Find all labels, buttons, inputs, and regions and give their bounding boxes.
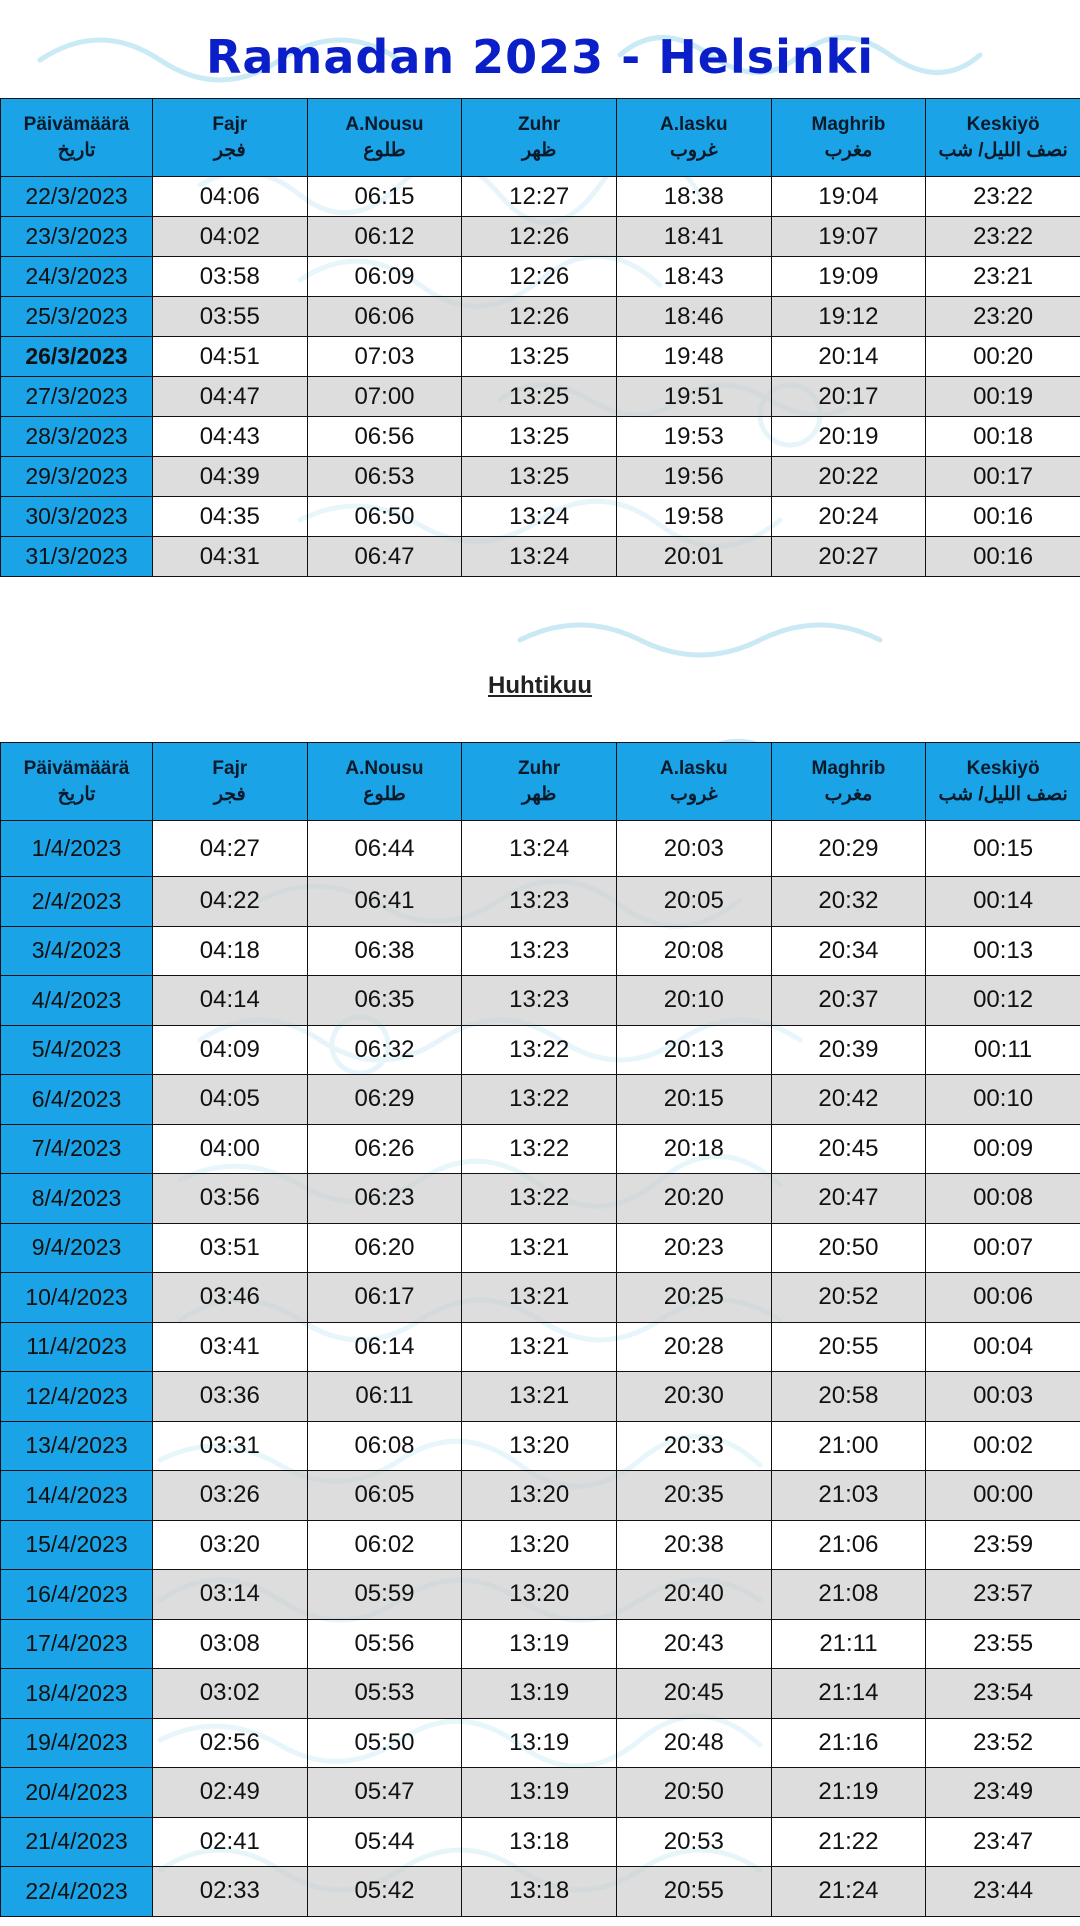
cell-sunrise: 06:41	[307, 877, 462, 927]
cell-zuhr: 13:19	[462, 1768, 617, 1818]
cell-fajr: 03:36	[153, 1372, 308, 1422]
cell-midnight: 00:07	[926, 1223, 1080, 1273]
cell-date: 15/4/2023	[1, 1520, 153, 1570]
cell-maghrib: 20:17	[771, 377, 926, 417]
cell-sunrise: 06:20	[307, 1223, 462, 1273]
cell-midnight: 23:44	[926, 1867, 1080, 1917]
cell-sunset: 20:20	[616, 1174, 771, 1224]
cell-fajr: 04:27	[153, 821, 308, 877]
april-timetable	[0, 742, 1080, 1917]
cell-sunrise: 05:42	[307, 1867, 462, 1917]
cell-midnight: 00:17	[926, 457, 1080, 497]
cell-sunset: 18:43	[616, 257, 771, 297]
cell-date: 9/4/2023	[1, 1223, 153, 1273]
cell-sunset: 19:58	[616, 497, 771, 537]
cell-date: 24/3/2023	[1, 257, 153, 297]
cell-sunset: 20:53	[616, 1817, 771, 1867]
cell-midnight: 23:47	[926, 1817, 1080, 1867]
table-row	[1, 1669, 1080, 1719]
cell-sunset: 20:33	[616, 1421, 771, 1471]
cell-midnight: 00:08	[926, 1174, 1080, 1224]
cell-sunset: 20:10	[616, 976, 771, 1026]
table-row	[1, 976, 1080, 1026]
cell-zuhr: 13:21	[462, 1223, 617, 1273]
cell-zuhr: 13:25	[462, 457, 617, 497]
cell-sunrise: 05:56	[307, 1619, 462, 1669]
cell-zuhr: 13:25	[462, 377, 617, 417]
header-sunset: A.lasku غروب	[616, 743, 771, 821]
cell-date: 16/4/2023	[1, 1570, 153, 1620]
cell-sunrise: 05:53	[307, 1669, 462, 1719]
cell-zuhr: 12:26	[462, 257, 617, 297]
header-row	[1, 743, 1080, 821]
cell-fajr: 03:20	[153, 1520, 308, 1570]
cell-sunset: 18:38	[616, 177, 771, 217]
cell-date: 28/3/2023	[1, 417, 153, 457]
cell-sunrise: 06:14	[307, 1322, 462, 1372]
cell-sunset: 20:30	[616, 1372, 771, 1422]
cell-maghrib: 21:24	[771, 1867, 926, 1917]
cell-sunset: 20:01	[616, 537, 771, 577]
header-fajr: Fajr فجر	[153, 99, 308, 177]
cell-maghrib: 20:19	[771, 417, 926, 457]
cell-zuhr: 13:22	[462, 1124, 617, 1174]
cell-fajr: 04:35	[153, 497, 308, 537]
cell-sunrise: 06:32	[307, 1025, 462, 1075]
header-sunrise: A.Nousu طلوع	[307, 743, 462, 821]
cell-sunrise: 05:50	[307, 1718, 462, 1768]
cell-maghrib: 19:07	[771, 217, 926, 257]
cell-zuhr: 13:20	[462, 1471, 617, 1521]
cell-maghrib: 21:00	[771, 1421, 926, 1471]
cell-sunset: 20:18	[616, 1124, 771, 1174]
cell-maghrib: 21:06	[771, 1520, 926, 1570]
table-row	[1, 1718, 1080, 1768]
cell-sunset: 19:53	[616, 417, 771, 457]
header-zuhr: Zuhr ظهر	[462, 743, 617, 821]
cell-date: 8/4/2023	[1, 1174, 153, 1224]
cell-date: 23/3/2023	[1, 217, 153, 257]
cell-sunset: 20:25	[616, 1273, 771, 1323]
cell-midnight: 23:52	[926, 1718, 1080, 1768]
table-row	[1, 1124, 1080, 1174]
cell-fajr: 03:56	[153, 1174, 308, 1224]
cell-sunrise: 06:47	[307, 537, 462, 577]
cell-maghrib: 20:22	[771, 457, 926, 497]
cell-date: 30/3/2023	[1, 497, 153, 537]
cell-maghrib: 21:16	[771, 1718, 926, 1768]
cell-fajr: 03:46	[153, 1273, 308, 1323]
cell-midnight: 23:22	[926, 217, 1080, 257]
cell-midnight: 00:06	[926, 1273, 1080, 1323]
cell-zuhr: 13:20	[462, 1570, 617, 1620]
cell-zuhr: 13:20	[462, 1421, 617, 1471]
cell-sunrise: 06:29	[307, 1075, 462, 1125]
cell-zuhr: 13:25	[462, 417, 617, 457]
cell-date: 19/4/2023	[1, 1718, 153, 1768]
cell-maghrib: 20:58	[771, 1372, 926, 1422]
cell-sunset: 20:48	[616, 1718, 771, 1768]
cell-sunrise: 06:08	[307, 1421, 462, 1471]
table-row	[1, 1471, 1080, 1521]
cell-sunrise: 06:06	[307, 297, 462, 337]
table-row	[1, 1570, 1080, 1620]
cell-zuhr: 13:24	[462, 497, 617, 537]
cell-fajr: 03:41	[153, 1322, 308, 1372]
cell-maghrib: 19:04	[771, 177, 926, 217]
cell-fajr: 04:43	[153, 417, 308, 457]
cell-date: 6/4/2023	[1, 1075, 153, 1125]
table-row	[1, 257, 1080, 297]
cell-date: 21/4/2023	[1, 1817, 153, 1867]
cell-date: 11/4/2023	[1, 1322, 153, 1372]
cell-fajr: 04:18	[153, 926, 308, 976]
cell-zuhr: 12:26	[462, 297, 617, 337]
cell-sunrise: 06:38	[307, 926, 462, 976]
cell-maghrib: 21:11	[771, 1619, 926, 1669]
cell-midnight: 00:16	[926, 537, 1080, 577]
cell-date: 10/4/2023	[1, 1273, 153, 1323]
cell-date: 22/4/2023	[1, 1867, 153, 1917]
cell-midnight: 00:15	[926, 821, 1080, 877]
cell-zuhr: 13:19	[462, 1619, 617, 1669]
cell-sunset: 19:56	[616, 457, 771, 497]
cell-date: 22/3/2023	[1, 177, 153, 217]
header-row	[1, 99, 1080, 177]
cell-sunrise: 06:12	[307, 217, 462, 257]
cell-sunset: 20:38	[616, 1520, 771, 1570]
cell-fajr: 02:33	[153, 1867, 308, 1917]
cell-sunset: 18:46	[616, 297, 771, 337]
cell-maghrib: 20:27	[771, 537, 926, 577]
cell-maghrib: 20:55	[771, 1322, 926, 1372]
cell-midnight: 00:04	[926, 1322, 1080, 1372]
cell-zuhr: 13:24	[462, 537, 617, 577]
cell-sunrise: 06:09	[307, 257, 462, 297]
cell-sunset: 20:45	[616, 1669, 771, 1719]
cell-sunrise: 05:47	[307, 1768, 462, 1818]
cell-fajr: 04:39	[153, 457, 308, 497]
header-maghrib: Maghrib مغرب	[771, 99, 926, 177]
cell-midnight: 23:55	[926, 1619, 1080, 1669]
cell-fajr: 04:22	[153, 877, 308, 927]
cell-zuhr: 13:18	[462, 1867, 617, 1917]
cell-fajr: 03:02	[153, 1669, 308, 1719]
cell-fajr: 02:56	[153, 1718, 308, 1768]
table-row	[1, 457, 1080, 497]
cell-fajr: 03:26	[153, 1471, 308, 1521]
cell-zuhr: 13:24	[462, 821, 617, 877]
cell-fajr: 04:51	[153, 337, 308, 377]
table-row	[1, 1619, 1080, 1669]
cell-midnight: 23:57	[926, 1570, 1080, 1620]
table-row	[1, 417, 1080, 457]
cell-sunset: 20:28	[616, 1322, 771, 1372]
cell-date: 14/4/2023	[1, 1471, 153, 1521]
table-row	[1, 1174, 1080, 1224]
cell-zuhr: 13:20	[462, 1520, 617, 1570]
table-row	[1, 1768, 1080, 1818]
cell-sunrise: 06:53	[307, 457, 462, 497]
cell-fajr: 04:02	[153, 217, 308, 257]
cell-zuhr: 13:23	[462, 926, 617, 976]
cell-midnight: 00:13	[926, 926, 1080, 976]
cell-zuhr: 13:22	[462, 1174, 617, 1224]
cell-fajr: 02:49	[153, 1768, 308, 1818]
cell-fajr: 04:09	[153, 1025, 308, 1075]
cell-maghrib: 21:14	[771, 1669, 926, 1719]
cell-zuhr: 13:22	[462, 1025, 617, 1075]
header-date: Päivämäärä تاريخ	[1, 743, 153, 821]
header-midnight: Keskiyö نصف الليل/ شب	[926, 743, 1080, 821]
cell-date: 20/4/2023	[1, 1768, 153, 1818]
table-row	[1, 1273, 1080, 1323]
cell-zuhr: 13:21	[462, 1322, 617, 1372]
cell-zuhr: 13:22	[462, 1075, 617, 1125]
cell-zuhr: 13:21	[462, 1273, 617, 1323]
table-row	[1, 377, 1080, 417]
cell-date: 3/4/2023	[1, 926, 153, 976]
table-row	[1, 497, 1080, 537]
cell-maghrib: 20:42	[771, 1075, 926, 1125]
cell-date: 29/3/2023	[1, 457, 153, 497]
cell-midnight: 23:54	[926, 1669, 1080, 1719]
table-row	[1, 1372, 1080, 1422]
header-zuhr: Zuhr ظهر	[462, 99, 617, 177]
cell-midnight: 00:12	[926, 976, 1080, 1026]
cell-sunset: 20:05	[616, 877, 771, 927]
cell-sunset: 20:23	[616, 1223, 771, 1273]
cell-sunrise: 05:59	[307, 1570, 462, 1620]
cell-zuhr: 12:26	[462, 217, 617, 257]
cell-fajr: 03:14	[153, 1570, 308, 1620]
cell-sunset: 19:48	[616, 337, 771, 377]
cell-maghrib: 20:52	[771, 1273, 926, 1323]
table-row	[1, 1322, 1080, 1372]
header-midnight: Keskiyö نصف الليل/ شب	[926, 99, 1080, 177]
header-sunset: A.lasku غروب	[616, 99, 771, 177]
cell-sunset: 20:50	[616, 1768, 771, 1818]
cell-sunrise: 06:35	[307, 976, 462, 1026]
table-row	[1, 1817, 1080, 1867]
cell-maghrib: 21:03	[771, 1471, 926, 1521]
cell-midnight: 23:49	[926, 1768, 1080, 1818]
cell-sunset: 20:40	[616, 1570, 771, 1620]
cell-fajr: 04:06	[153, 177, 308, 217]
cell-maghrib: 20:29	[771, 821, 926, 877]
header-date: Päivämäärä تاريخ	[1, 99, 153, 177]
cell-fajr: 04:31	[153, 537, 308, 577]
cell-midnight: 00:20	[926, 337, 1080, 377]
cell-sunrise: 06:26	[307, 1124, 462, 1174]
cell-sunrise: 06:05	[307, 1471, 462, 1521]
cell-sunrise: 07:03	[307, 337, 462, 377]
cell-date: 5/4/2023	[1, 1025, 153, 1075]
cell-date: 26/3/2023	[1, 337, 153, 377]
april-heading: Huhtikuu	[488, 672, 592, 699]
cell-zuhr: 12:27	[462, 177, 617, 217]
cell-fajr: 03:31	[153, 1421, 308, 1471]
cell-date: 2/4/2023	[1, 877, 153, 927]
cell-sunset: 20:15	[616, 1075, 771, 1125]
cell-sunset: 20:13	[616, 1025, 771, 1075]
cell-zuhr: 13:21	[462, 1372, 617, 1422]
cell-date: 18/4/2023	[1, 1669, 153, 1719]
cell-sunrise: 06:02	[307, 1520, 462, 1570]
cell-sunrise: 06:17	[307, 1273, 462, 1323]
cell-sunset: 19:51	[616, 377, 771, 417]
cell-midnight: 00:11	[926, 1025, 1080, 1075]
cell-zuhr: 13:19	[462, 1718, 617, 1768]
header-maghrib: Maghrib مغرب	[771, 743, 926, 821]
cell-maghrib: 19:09	[771, 257, 926, 297]
cell-zuhr: 13:23	[462, 877, 617, 927]
cell-sunset: 20:43	[616, 1619, 771, 1669]
cell-fajr: 03:55	[153, 297, 308, 337]
cell-zuhr: 13:19	[462, 1669, 617, 1719]
page-title: Ramadan 2023 - Helsinki	[205, 30, 875, 84]
table-row	[1, 337, 1080, 377]
table-row	[1, 1075, 1080, 1125]
cell-maghrib: 20:34	[771, 926, 926, 976]
cell-date: 25/3/2023	[1, 297, 153, 337]
cell-midnight: 23:22	[926, 177, 1080, 217]
cell-sunrise: 06:44	[307, 821, 462, 877]
cell-maghrib: 20:45	[771, 1124, 926, 1174]
march-timetable	[0, 98, 1080, 577]
cell-maghrib: 20:47	[771, 1174, 926, 1224]
cell-fajr: 04:14	[153, 976, 308, 1026]
cell-maghrib: 21:19	[771, 1768, 926, 1818]
cell-date: 1/4/2023	[1, 821, 153, 877]
cell-maghrib: 20:39	[771, 1025, 926, 1075]
cell-midnight: 00:16	[926, 497, 1080, 537]
cell-zuhr: 13:23	[462, 976, 617, 1026]
table-row	[1, 1867, 1080, 1917]
cell-midnight: 00:10	[926, 1075, 1080, 1125]
table-row	[1, 877, 1080, 927]
cell-midnight: 00:18	[926, 417, 1080, 457]
cell-fajr: 04:00	[153, 1124, 308, 1174]
cell-zuhr: 13:18	[462, 1817, 617, 1867]
cell-sunset: 18:41	[616, 217, 771, 257]
cell-fajr: 02:41	[153, 1817, 308, 1867]
cell-date: 31/3/2023	[1, 537, 153, 577]
cell-midnight: 00:03	[926, 1372, 1080, 1422]
table-row	[1, 1025, 1080, 1075]
cell-midnight: 00:09	[926, 1124, 1080, 1174]
table-row	[1, 1421, 1080, 1471]
cell-zuhr: 13:25	[462, 337, 617, 377]
cell-sunrise: 05:44	[307, 1817, 462, 1867]
cell-sunrise: 06:50	[307, 497, 462, 537]
table-row	[1, 926, 1080, 976]
table-row	[1, 217, 1080, 257]
cell-maghrib: 20:14	[771, 337, 926, 377]
table-row	[1, 297, 1080, 337]
cell-date: 7/4/2023	[1, 1124, 153, 1174]
cell-fajr: 03:58	[153, 257, 308, 297]
cell-date: 4/4/2023	[1, 976, 153, 1026]
cell-sunset: 20:03	[616, 821, 771, 877]
cell-sunrise: 06:56	[307, 417, 462, 457]
cell-midnight: 23:21	[926, 257, 1080, 297]
table-row	[1, 177, 1080, 217]
table-row	[1, 1223, 1080, 1273]
cell-fajr: 04:47	[153, 377, 308, 417]
header-fajr: Fajr فجر	[153, 743, 308, 821]
cell-maghrib: 21:22	[771, 1817, 926, 1867]
cell-fajr: 03:08	[153, 1619, 308, 1669]
cell-midnight: 00:14	[926, 877, 1080, 927]
cell-date: 27/3/2023	[1, 377, 153, 417]
cell-date: 13/4/2023	[1, 1421, 153, 1471]
cell-sunrise: 06:23	[307, 1174, 462, 1224]
cell-sunrise: 06:15	[307, 177, 462, 217]
cell-fajr: 04:05	[153, 1075, 308, 1125]
cell-sunrise: 06:11	[307, 1372, 462, 1422]
cell-maghrib: 19:12	[771, 297, 926, 337]
cell-sunset: 20:08	[616, 926, 771, 976]
table-row	[1, 537, 1080, 577]
cell-midnight: 23:20	[926, 297, 1080, 337]
cell-midnight: 00:02	[926, 1421, 1080, 1471]
cell-midnight: 23:59	[926, 1520, 1080, 1570]
cell-maghrib: 21:08	[771, 1570, 926, 1620]
cell-maghrib: 20:24	[771, 497, 926, 537]
cell-maghrib: 20:50	[771, 1223, 926, 1273]
cell-fajr: 03:51	[153, 1223, 308, 1273]
cell-sunrise: 07:00	[307, 377, 462, 417]
cell-sunset: 20:55	[616, 1867, 771, 1917]
cell-maghrib: 20:37	[771, 976, 926, 1026]
table-row	[1, 1520, 1080, 1570]
cell-midnight: 00:00	[926, 1471, 1080, 1521]
header-sunrise: A.Nousu طلوع	[307, 99, 462, 177]
cell-sunset: 20:35	[616, 1471, 771, 1521]
cell-date: 17/4/2023	[1, 1619, 153, 1669]
cell-maghrib: 20:32	[771, 877, 926, 927]
cell-midnight: 00:19	[926, 377, 1080, 417]
table-row	[1, 821, 1080, 877]
cell-date: 12/4/2023	[1, 1372, 153, 1422]
